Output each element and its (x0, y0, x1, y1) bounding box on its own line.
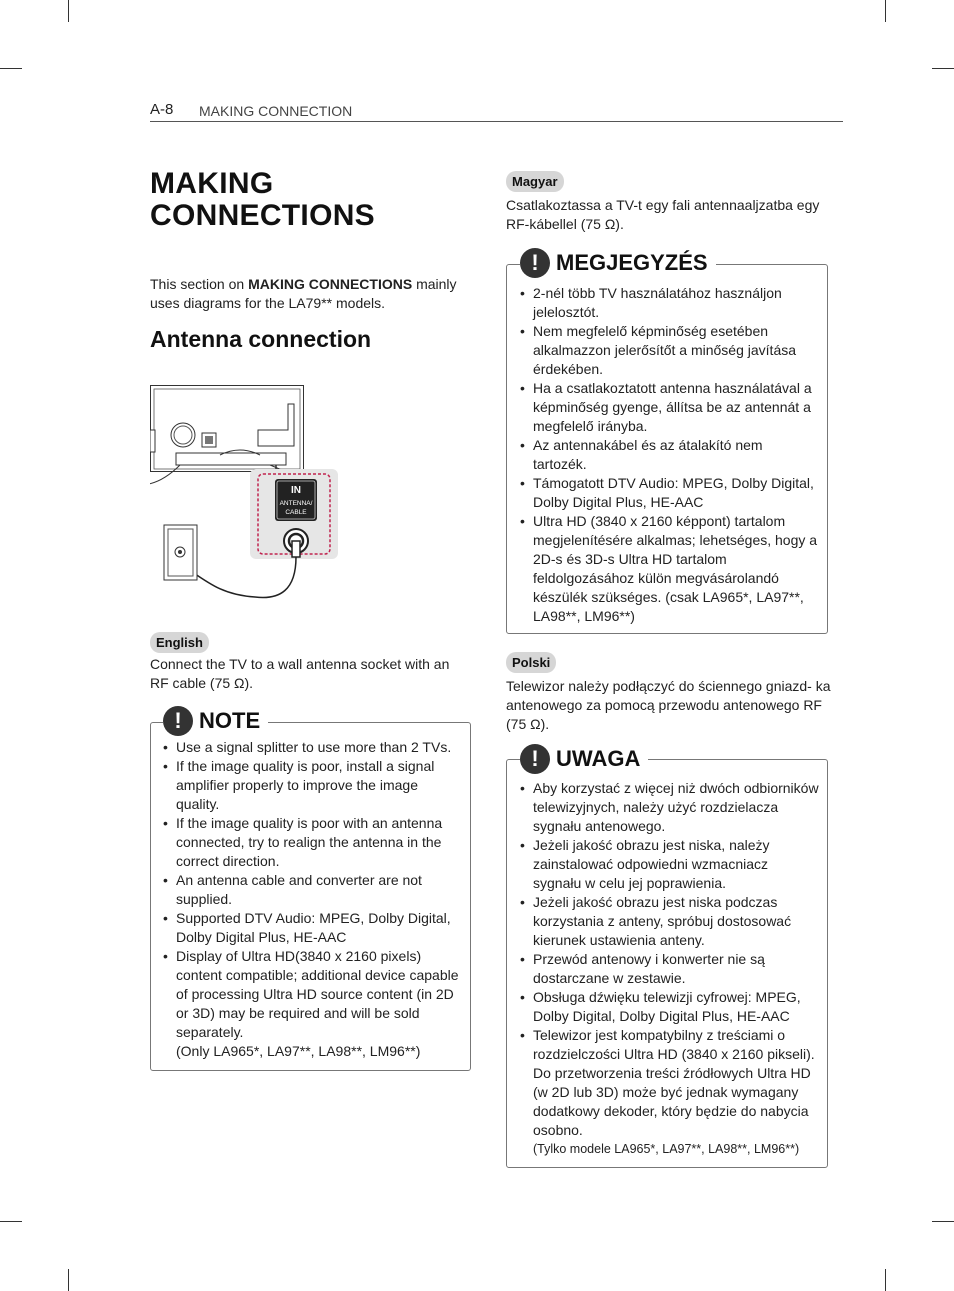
tv-side-slot (150, 430, 155, 452)
intro-paragraph (150, 275, 470, 313)
section-heading: Antenna connection (150, 326, 372, 352)
english-text: Connect the TV to a wall antenna socket with an RF cable (75 Ω). (150, 656, 450, 691)
note-list (162, 738, 462, 1061)
megjegyzes-header (520, 248, 716, 278)
uwaga-item: • Przewód antenowy i konwerter nie są dostarczane w zestawie. (519, 950, 819, 988)
uwaga-item: • Jeżeli jakość obrazu jest niska podczas korzystania z anteny, spróbuj dostosować kierunek ustawienia anteny. (519, 893, 819, 950)
exclamation-icon: ! (520, 744, 550, 774)
crop-mark (885, 0, 886, 22)
uwaga-item: • Aby korzystać z więcej niż dwóch odbiorników telewizyjnych, należy użyć rozdzielacza sygnału antenowego. (519, 779, 819, 836)
title-line-2: CONNECTIONS (150, 199, 375, 232)
note-item: • An antenna cable and converter are not supplied. (162, 871, 462, 909)
megjegyzes-list (519, 284, 819, 626)
header-rule (150, 121, 843, 122)
megjegyzes-item: • Ha a csatlakoztatott antenna használatával a képminőség gyenge, állítsa be az antennát a megfelelő irányba. (519, 379, 819, 436)
megjegyzes-item: • Az antennakábel és az átalakító nem tartozék. (519, 436, 819, 474)
rf-plug-body (292, 541, 300, 557)
crop-mark (885, 1269, 886, 1291)
uwaga-item: • Jeżeli jakość obrazu jest niska, należy zainstalować odpowiedni wzmacniacz sygnału w celu jej poprawienia. (519, 836, 819, 893)
polski-section (506, 652, 831, 734)
note-item: • If the image quality is poor, install a signal amplifier properly to improve the image quality. (162, 757, 462, 814)
uwaga-models: (Tylko modele LA965*, LA97**, LA98**, LM96**) (533, 1142, 800, 1156)
exclamation-icon: ! (520, 248, 550, 278)
note-title: NOTE (199, 708, 261, 733)
port-in-label: IN (291, 485, 301, 496)
language-tag-english: English (150, 632, 209, 653)
megjegyzes-title: MEGJEGYZÉS (556, 250, 708, 275)
uwaga-list (519, 779, 819, 1159)
antenna-heading (150, 326, 372, 352)
antenna-connection-diagram (150, 385, 340, 605)
note-header (163, 706, 268, 736)
intro-text: This section on (150, 276, 249, 292)
note-models: (Only LA965*, LA97**, LA98**, LM96**) (176, 1043, 421, 1059)
tv-connector-inner (205, 436, 213, 444)
rf-cable (182, 557, 296, 598)
note-item: • Display of Ultra HD(3840 x 2160 pixels) content compatible; additional device capable of processing Ultra HD source content (in 2D or 3D) may be required and will be sold separately. (162, 947, 462, 1042)
magyar-section (506, 171, 831, 234)
megjegyzes-item: • Ultra HD (3840 x 2160 képpont) tartalom megjelenítésére alkalmas; lehetséges, hogy a 2D-s és 3D-s Ultra HD tartalom feldolgozásához külön megvásárolandó készülék szükséges. (csak LA965*, LA97**, LA98**, LM96**) (519, 512, 819, 626)
title-line-1: MAKING (150, 167, 274, 200)
language-tag-polski: Polski (506, 652, 556, 673)
megjegyzes-item: • 2-nél több TV használatához használjon jelelosztót. (519, 284, 819, 322)
note-item: • If the image quality is poor with an antenna connected, try to realign the antenna in the correct direction. (162, 814, 462, 871)
magyar-text: Csatlakoztassa a TV-t egy fali antennaaljzatba egy RF-kábellel (75 Ω). (506, 197, 820, 232)
intro-bold: MAKING CONNECTIONS (248, 276, 413, 292)
page-number: A-8 (150, 101, 174, 118)
crop-mark (932, 68, 954, 69)
crop-mark (0, 1221, 22, 1222)
port-name-line2: CABLE (285, 509, 307, 516)
uwaga-header (520, 744, 648, 774)
uwaga-title: UWAGA (556, 746, 641, 771)
uwaga-item: • Obsługa dźwięku telewizji cyfrowej: MPEG, Dolby Digital, Dolby Digital Plus, HE-AAC (519, 988, 819, 1026)
note-item: • Use a signal splitter to use more than 2 TVs. (162, 738, 462, 757)
port-name-line1: ANTENNA/ (279, 500, 313, 507)
tv-round-port (171, 423, 195, 447)
crop-mark (932, 1221, 954, 1222)
megjegyzes-item: • Támogatott DTV Audio: MPEG, Dolby Digital, Dolby Digital Plus, HE-AAC (519, 474, 819, 512)
tv-stand-bar (176, 453, 286, 465)
note-item: • Supported DTV Audio: MPEG, Dolby Digital, Dolby Digital Plus, HE-AAC (162, 909, 462, 947)
crop-mark (0, 68, 22, 69)
english-section (150, 632, 470, 693)
crop-mark (68, 1269, 69, 1291)
page-title (150, 168, 470, 232)
running-header: MAKING CONNECTION (199, 103, 353, 119)
megjegyzes-item: • Nem megfelelő képminőség esetében alkalmazzon jelerősítőt a minőség javítása érdekében. (519, 322, 819, 379)
exclamation-icon: ! (163, 706, 193, 736)
polski-text: Telewizor należy podłączyć do ściennego gniazd- ka antenowego za pomocą przewodu antenowego RF (75 Ω). (506, 678, 831, 732)
uwaga-item: • Telewizor jest kompatybilny z treściami o rozdzielczości Ultra HD (3840 x 2160 pikseli). Do przetworzenia treści źródłowych Ultra HD (w 2D lub 3D) może być jednak wymagany dodatkowy dekoder, który będzie do nabycia osobno. (519, 1026, 819, 1140)
intro-text-end: mainly uses diagrams for the LA79** models. (150, 276, 457, 311)
crop-mark (68, 0, 69, 22)
language-tag-magyar: Magyar (506, 171, 564, 192)
